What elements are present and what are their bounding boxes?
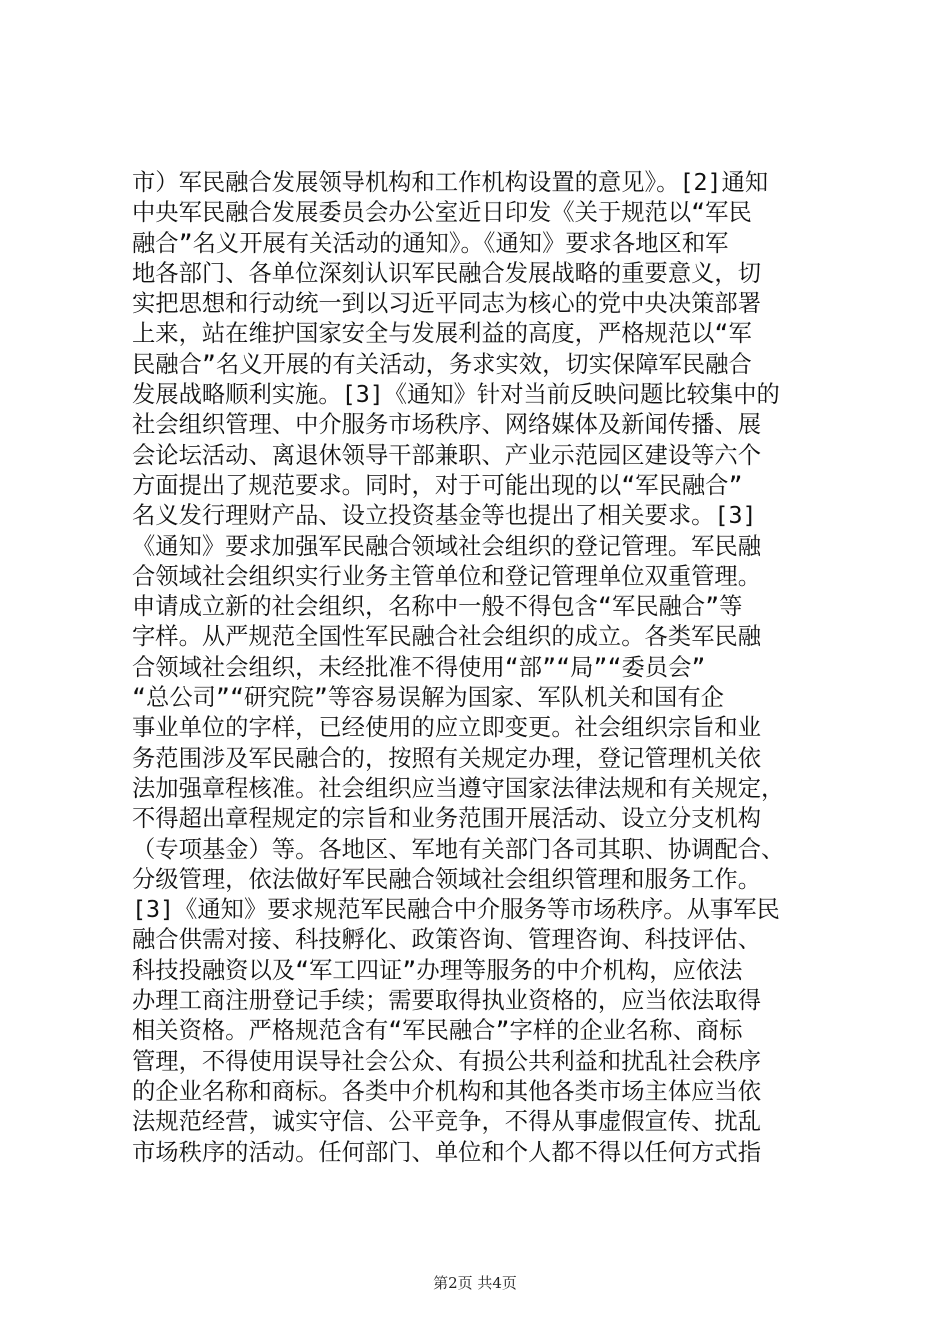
text-line: 法加强章程核准。社会组织应当遵守国家法律法规和有关规定， <box>132 774 785 802</box>
text-line: 市场秩序的活动。任何部门、单位和个人都不得以任何方式指 <box>132 1138 762 1166</box>
text-line: 《通知》要求加强军民融合领域社会组织的登记管理。军民融 <box>132 532 762 560</box>
text-line: 融合供需对接、科技孵化、政策咨询、管理咨询、科技评估、 <box>132 926 762 954</box>
text-line: 的企业名称和商标。各类中介机构和其他各类市场主体应当依 <box>132 1077 762 1105</box>
text-line: 中央军民融合发展委员会办公室近日印发《关于规范以“军民 <box>132 199 752 227</box>
text-line: 方面提出了规范要求。同时，对于可能出现的以“军民融合” <box>132 471 743 499</box>
text-line: （专项基金）等。各地区、军地有关部门各司其职、协调配合、 <box>132 835 785 863</box>
text-line: 民融合”名义开展的有关活动，务求实效，切实保障军民融合 <box>132 350 752 378</box>
text-line: 发展战略顺利实施。[3]《通知》针对当前反映问题比较集中的 <box>132 381 780 409</box>
text-line: 地各部门、各单位深刻认识军民融合发展战略的重要意义，切 <box>132 259 762 287</box>
text-line: 科技投融资以及“军工四证”办理等服务的中介机构，应依法 <box>132 956 743 984</box>
text-line: 申请成立新的社会组织，名称中一般不得包含“军民融合”等 <box>132 593 743 621</box>
text-line: 务范围涉及军民融合的，按照有关规定办理，登记管理机关依 <box>132 744 762 772</box>
text-line: 管理，不得使用误导社会公众、有损公共利益和扰乱社会秩序 <box>132 1047 762 1075</box>
text-line: 名义发行理财产品、设立投资基金等也提出了相关要求。[3] <box>132 502 757 530</box>
body-text <box>132 168 832 1168</box>
page-footer: 第2页 共4页 <box>433 1274 517 1292</box>
text-line: 会论坛活动、离退休领导干部兼职、产业示范园区建设等六个 <box>132 441 762 469</box>
text-line: 上来，站在维护国家安全与发展利益的高度，严格规范以“军 <box>132 320 752 348</box>
text-line: 实把思想和行动统一到以习近平同志为核心的党中央决策部署 <box>132 290 762 318</box>
text-line: 法规范经营，诚实守信、公平竞争，不得从事虚假宣传、扰乱 <box>132 1108 762 1136</box>
text-line: 社会组织管理、中介服务市场秩序、网络媒体及新闻传播、展 <box>132 411 762 439</box>
text-line: “总公司”“研究院”等容易误解为国家、军队机关和国有企 <box>132 684 724 712</box>
text-line: 不得超出章程规定的宗旨和业务范围开展活动、设立分支机构 <box>132 805 762 833</box>
text-line: [3]《通知》要求规范军民融合中介服务等市场秩序。从事军民 <box>132 896 780 924</box>
text-line: 合领域社会组织实行业务主管单位和登记管理单位双重管理。 <box>132 562 762 590</box>
text-line: 字样。从严规范全国性军民融合社会组织的成立。各类军民融 <box>132 623 762 651</box>
text-line: 相关资格。严格规范含有“军民融合”字样的企业名称、商标 <box>132 1017 743 1045</box>
text-line: 办理工商注册登记手续；需要取得执业资格的，应当依法取得 <box>132 987 762 1015</box>
text-line: 事业单位的字样，已经使用的应立即变更。社会组织宗旨和业 <box>132 714 762 742</box>
text-line: 市）军民融合发展领导机构和工作机构设置的意见》。[2]通知 <box>132 169 769 196</box>
text-line: 分级管理，依法做好军民融合领域社会组织管理和服务工作。 <box>132 865 762 893</box>
text-line: 合领域社会组织，未经批准不得使用“部”“局”“委员会” <box>132 653 706 681</box>
text-line: 融合”名义开展有关活动的通知》。《通知》要求各地区和军 <box>132 229 729 257</box>
